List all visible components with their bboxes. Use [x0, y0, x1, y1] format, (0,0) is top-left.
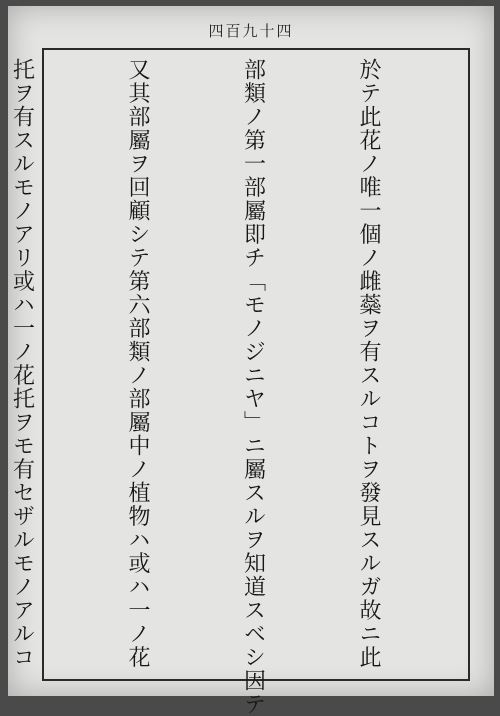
text-column: 於テ此花ノ唯一個ノ雌蘂ヲ有スルコトヲ發見スルガ故ニ此: [356, 58, 381, 669]
page-number: 四百九十四: [208, 22, 294, 40]
text-frame: [9, 48, 470, 716]
body-text: [9, 58, 464, 716]
text-column: 部類ノ第一部屬即チ「モノジニヤ」ニ屬スルヲ知道スベシ因テ: [240, 58, 266, 716]
text-column: 又其部屬ヲ回顧シテ第六部類ノ部屬中ノ植物ハ或ハ一ノ花: [125, 58, 150, 669]
book-page: [8, 6, 494, 716]
text-column: 托ヲ有スルモノアリ或ハ一ノ花托ヲモ有セザルモノアルコ: [9, 58, 35, 669]
